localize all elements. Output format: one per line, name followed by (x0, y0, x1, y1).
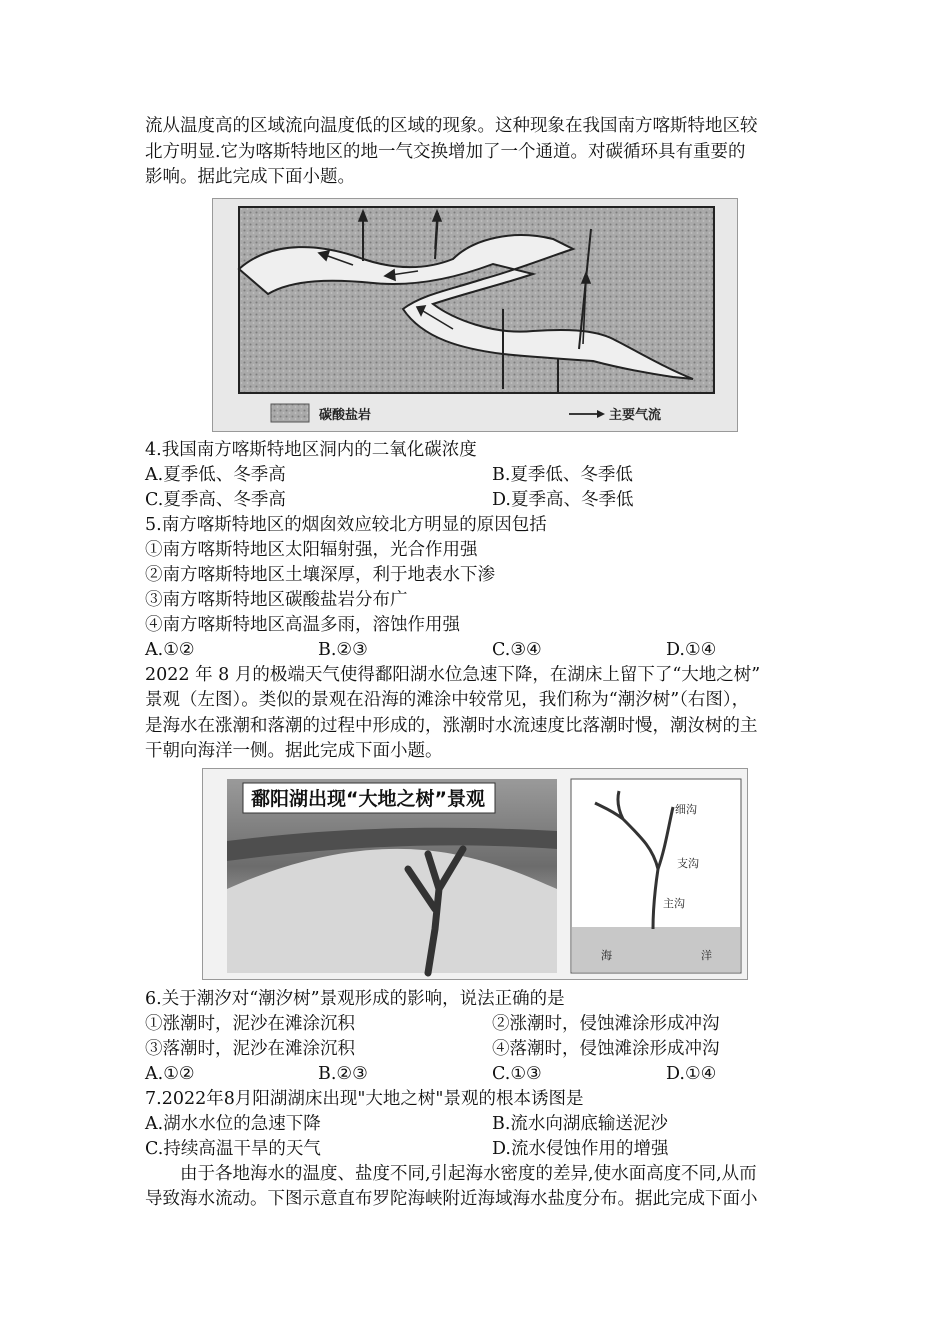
tidal-tree-illustrations (203, 769, 747, 979)
q6-statement-3: ③落潮时，泥沙在滩涂沉积 (145, 1039, 355, 1059)
legend-flow-label: 主要气流 (609, 408, 662, 423)
q6-stem: 6.关于潮汐对“潮汐树”景观形成的影响，说法正确的是 (145, 989, 565, 1009)
q6-option-b[interactable]: B.②③ (318, 1064, 368, 1084)
q5-statement-3: ③南方喀斯特地区碳酸盐岩分布广 (145, 590, 408, 610)
label-main-gully: 主沟 (663, 897, 685, 910)
q6-option-d[interactable]: D.①④ (666, 1064, 717, 1084)
photo-caption: 鄱阳湖出现“大地之树”景观 (251, 788, 485, 810)
q6-statement-2: ②涨潮时，侵蚀滩涂形成冲沟 (492, 1014, 720, 1034)
label-fine-gully: 细沟 (675, 803, 697, 816)
label-sea-1: 海 (601, 949, 612, 962)
q4-option-b[interactable]: B.夏季低、冬季低 (492, 465, 633, 485)
label-branch-gully: 支沟 (677, 857, 699, 870)
q7-option-c[interactable]: C.持续高温干旱的天气 (145, 1139, 321, 1159)
q7-option-a[interactable]: A.湖水水位的急速下降 (145, 1114, 321, 1134)
q6-option-c[interactable]: C.①③ (492, 1064, 542, 1084)
sea-area (572, 927, 740, 972)
legend-rock-label: 碳酸盐岩 (319, 408, 372, 423)
q7-option-b[interactable]: B.流水向湖底输送泥沙 (492, 1114, 668, 1134)
intro-line-1: 流从温度高的区域流向温度低的区域的现象。这种现象在我国南方喀斯特地区较 (145, 116, 758, 136)
q4-option-a[interactable]: A.夏季低、冬季高 (145, 465, 286, 485)
label-sea-2: 洋 (701, 949, 712, 962)
passage3-line-1: 由于各地海水的温度、盐度不同,引起海水密度的差异,使水面高度不同,从而 (180, 1164, 757, 1184)
tidal-tree-figure (202, 768, 748, 980)
q5-option-d[interactable]: D.①④ (666, 640, 717, 660)
karst-cave-figure (212, 198, 738, 432)
q6-option-a[interactable]: A.①② (145, 1064, 195, 1084)
passage2-line-4: 干朝向海洋一侧。据此完成下面小题。 (145, 741, 443, 761)
q6-statement-4: ④落潮时，侵蚀滩涂形成冲沟 (492, 1039, 720, 1059)
q6-statement-1: ①涨潮时，泥沙在滩涂沉积 (145, 1014, 355, 1034)
legend-rock-swatch (271, 404, 309, 422)
passage3-line-2: 导致海水流动。下图示意直布罗陀海峡附近海域海水盐度分布。据此完成下面小 (145, 1189, 758, 1209)
intro-line-3: 影响。据此完成下面小题。 (145, 167, 355, 187)
q5-option-c[interactable]: C.③④ (492, 640, 542, 660)
passage2-line-3: 是海水在涨潮和落潮的过程中形成的，涨潮时水流速度比落潮时慢，潮汝树的主 (145, 716, 758, 736)
q5-statement-1: ①南方喀斯特地区太阳辐射强，光合作用强 (145, 540, 478, 560)
q4-option-c[interactable]: C.夏季高、冬季高 (145, 490, 286, 510)
karst-cave-diagram (213, 199, 737, 431)
q5-stem: 5.南方喀斯特地区的烟囱效应较北方明显的原因包括 (145, 515, 547, 535)
q5-statement-4: ④南方喀斯特地区高温多雨，溶蚀作用强 (145, 615, 460, 635)
passage2-line-1: 2022 年 8 月的极端天气使得鄱阳湖水位急速下降，在湖床上留下了“大地之树” (145, 665, 761, 685)
q4-stem: 4.我国南方喀斯特地区洞内的二氧化碳浓度 (145, 440, 477, 460)
q7-option-d[interactable]: D.流水侵蚀作用的增强 (492, 1139, 669, 1159)
q5-option-a[interactable]: A.①② (145, 640, 195, 660)
q5-statement-2: ②南方喀斯特地区土壤深厚，利于地表水下渗 (145, 565, 495, 585)
q5-option-b[interactable]: B.②③ (318, 640, 368, 660)
q7-stem: 7.2022年8月阳湖湖床出现"大地之树"景观的根本诱图是 (145, 1089, 584, 1109)
passage2-line-2: 景观（左图）。类似的景观在沿海的滩涂中较常见，我们称为“潮汐树”（右图）， (145, 690, 750, 710)
intro-line-2: 北方明显.它为喀斯特地区的地一气交换增加了一个通道。对碳循环具有重要的 (145, 142, 746, 162)
q4-option-d[interactable]: D.夏季高、冬季低 (492, 490, 634, 510)
